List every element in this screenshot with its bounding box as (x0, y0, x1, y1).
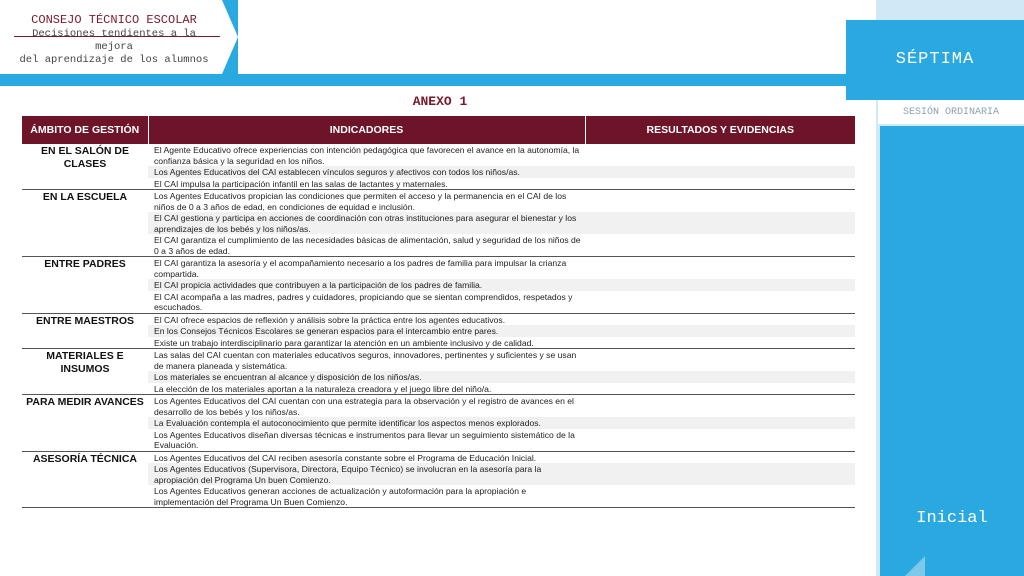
result-cell[interactable] (585, 429, 855, 452)
page-corner-fold (905, 556, 925, 576)
indicator-cell: Los Agentes Educativos del CAI reciben asesoría constante sobre el Programa de Educación Inicial. (154, 452, 537, 463)
ambito-cell: ENTRE PADRES (22, 257, 148, 314)
header-subtitle-line-2: mejora (95, 41, 133, 53)
indicator-cell: El CAI garantiza la asesoría y el acompañamiento necesario a los padres de familia para impulsar la crianza compartida. (154, 258, 567, 279)
table-row (22, 349, 855, 372)
result-cell[interactable] (585, 383, 855, 395)
indicator-cell: La elección de los materiales aportan a la naturaleza creadora y el juego libre del niño/a. (148, 383, 585, 395)
header-indicadores: INDICADORES (148, 116, 585, 144)
table-row (22, 257, 855, 280)
result-cell[interactable] (585, 178, 855, 190)
annex-title: ANEXO 1 (412, 94, 468, 109)
indicator-cell: Los Agentes Educativos propician las condiciones que permiten el acceso y la permanencia en el CAI de los niños de 0 a 3 años de edad, en condiciones de equidad e inclusión. (154, 191, 567, 212)
result-cell[interactable] (585, 313, 855, 325)
result-cell[interactable] (585, 190, 855, 213)
session-type-label: SESIÓN ORDINARIA (902, 107, 999, 118)
side-panel (880, 126, 1024, 576)
result-cell[interactable] (585, 279, 855, 291)
indicator-cell: El Agente Educativo ofrece experiencias con intención pedagógica que favorecen el avance en la autonomía, la confianza básica y la seguridad en los niños. (154, 145, 580, 166)
indicator-cell: El CAI gestiona y participa en acciones de coordinación con otras instituciones para asegurar el bienestar y los aprendizajes de los bebés y los niños/as. (148, 212, 585, 234)
title-box (0, 0, 222, 74)
table-row (22, 451, 855, 463)
indicator-cell: Existe un trabajo interdisciplinario para garantizar la atención en un ambiente inclusivo y de calidad. (148, 337, 585, 349)
header-subtitle-line-3: del aprendizaje de los alumnos (19, 54, 209, 66)
result-cell[interactable] (585, 291, 855, 314)
indicator-cell: Los materiales se encuentran al alcance y disposición de los niños/as. (148, 371, 585, 383)
header-resultados: RESULTADOS Y EVIDENCIAS (585, 116, 855, 144)
indicator-cell: El CAI propicia actividades que contribuyen a la participación de los padres de familia. (148, 279, 585, 291)
header-title: CONSEJO TÉCNICO ESCOLAR (31, 13, 197, 27)
table-row (22, 395, 855, 418)
result-cell[interactable] (585, 417, 855, 429)
indicator-cell: Los Agentes Educativos diseñan diversas técnicas e instrumentos para llevar un seguimiento sistemático de la Evaluación. (148, 429, 585, 452)
result-cell[interactable] (585, 463, 855, 485)
indicator-cell: El CAI garantiza el cumplimiento de las necesidades básicas de alimentación, salud y seguridad de los niños de 0 a 3 años de edad. (148, 234, 585, 257)
indicator-cell: La Evaluación contempla el autoconocimiento que permite identificar los aspectos menos explorados. (148, 417, 585, 429)
ambito-cell: ASESORÍA TÉCNICA (22, 451, 148, 508)
indicator-cell: Los Agentes Educativos del CAI establecen vínculos seguros y afectivos con todos los niños/as. (148, 166, 585, 178)
result-cell[interactable] (585, 325, 855, 337)
result-cell[interactable] (585, 349, 855, 372)
indicator-cell: Las salas del CAI cuentan con materiales educativos seguros, innovadores, pertinentes y suficientes y se usan de manera planeada y sistemática. (154, 350, 577, 371)
result-cell[interactable] (585, 451, 855, 463)
indicator-cell: Los Agentes Educativos generan acciones de actualización y autoformación para la apropiación e implementación del Programa Un Buen Comienzo. (148, 485, 585, 508)
table-row (22, 144, 855, 166)
ambito-cell: PARA MEDIR AVANCES (22, 395, 148, 452)
table-body (22, 144, 855, 508)
result-cell[interactable] (585, 371, 855, 383)
result-cell[interactable] (585, 395, 855, 418)
top-banner-blank (238, 0, 878, 74)
indicator-cell: El CAI ofrece espacios de reflexión y análisis sobre la práctica entre los agentes educativos. (154, 314, 506, 325)
ambito-cell: MATERIALES E INSUMOS (22, 349, 148, 395)
result-cell[interactable] (585, 337, 855, 349)
indicator-cell: En los Consejos Técnicos Escolares se generan espacios para el intercambio entre pares. (148, 325, 585, 337)
header-ambito: ÁMBITO DE GESTIÓN (22, 116, 148, 144)
level-label: Inicial (916, 509, 988, 528)
result-cell[interactable] (585, 485, 855, 508)
result-cell[interactable] (585, 166, 855, 178)
header-subtitle (0, 28, 228, 67)
session-type-box (878, 100, 1024, 124)
result-cell[interactable] (585, 257, 855, 280)
indicator-cell: Los Agentes Educativos del CAI cuentan con una estrategia para la observación y el registro de avances en el desarrollo de los bebés y los niños/as. (154, 396, 574, 417)
result-cell[interactable] (585, 212, 855, 234)
header-subtitle-line-1: Decisiones tendientes a la (32, 28, 196, 40)
ambito-cell: ENTRE MAESTROS (22, 313, 148, 349)
table-header-row (22, 116, 855, 144)
table-row (22, 313, 855, 325)
session-box (846, 20, 1024, 100)
session-label: SÉPTIMA (895, 50, 975, 69)
indicator-cell: El CAI impulsa la participación infantil en las salas de lactantes y maternales. (148, 178, 585, 190)
ambito-cell: EN LA ESCUELA (22, 190, 148, 257)
indicator-cell: Los Agentes Educativos (Supervisora, Directora, Equipo Técnico) se involucran en la asesoría para la apropiación del Programa Un buen Comienzo. (148, 463, 585, 485)
indicator-cell: El CAI acompaña a las madres, padres y cuidadores, propiciando que se sientan comprendidos, respetados y escuchados. (148, 291, 585, 314)
result-cell[interactable] (585, 144, 855, 166)
table-row (22, 190, 855, 213)
indicators-table (22, 116, 855, 508)
ambito-cell: EN EL SALÓN DE CLASES (22, 144, 148, 190)
result-cell[interactable] (585, 234, 855, 257)
